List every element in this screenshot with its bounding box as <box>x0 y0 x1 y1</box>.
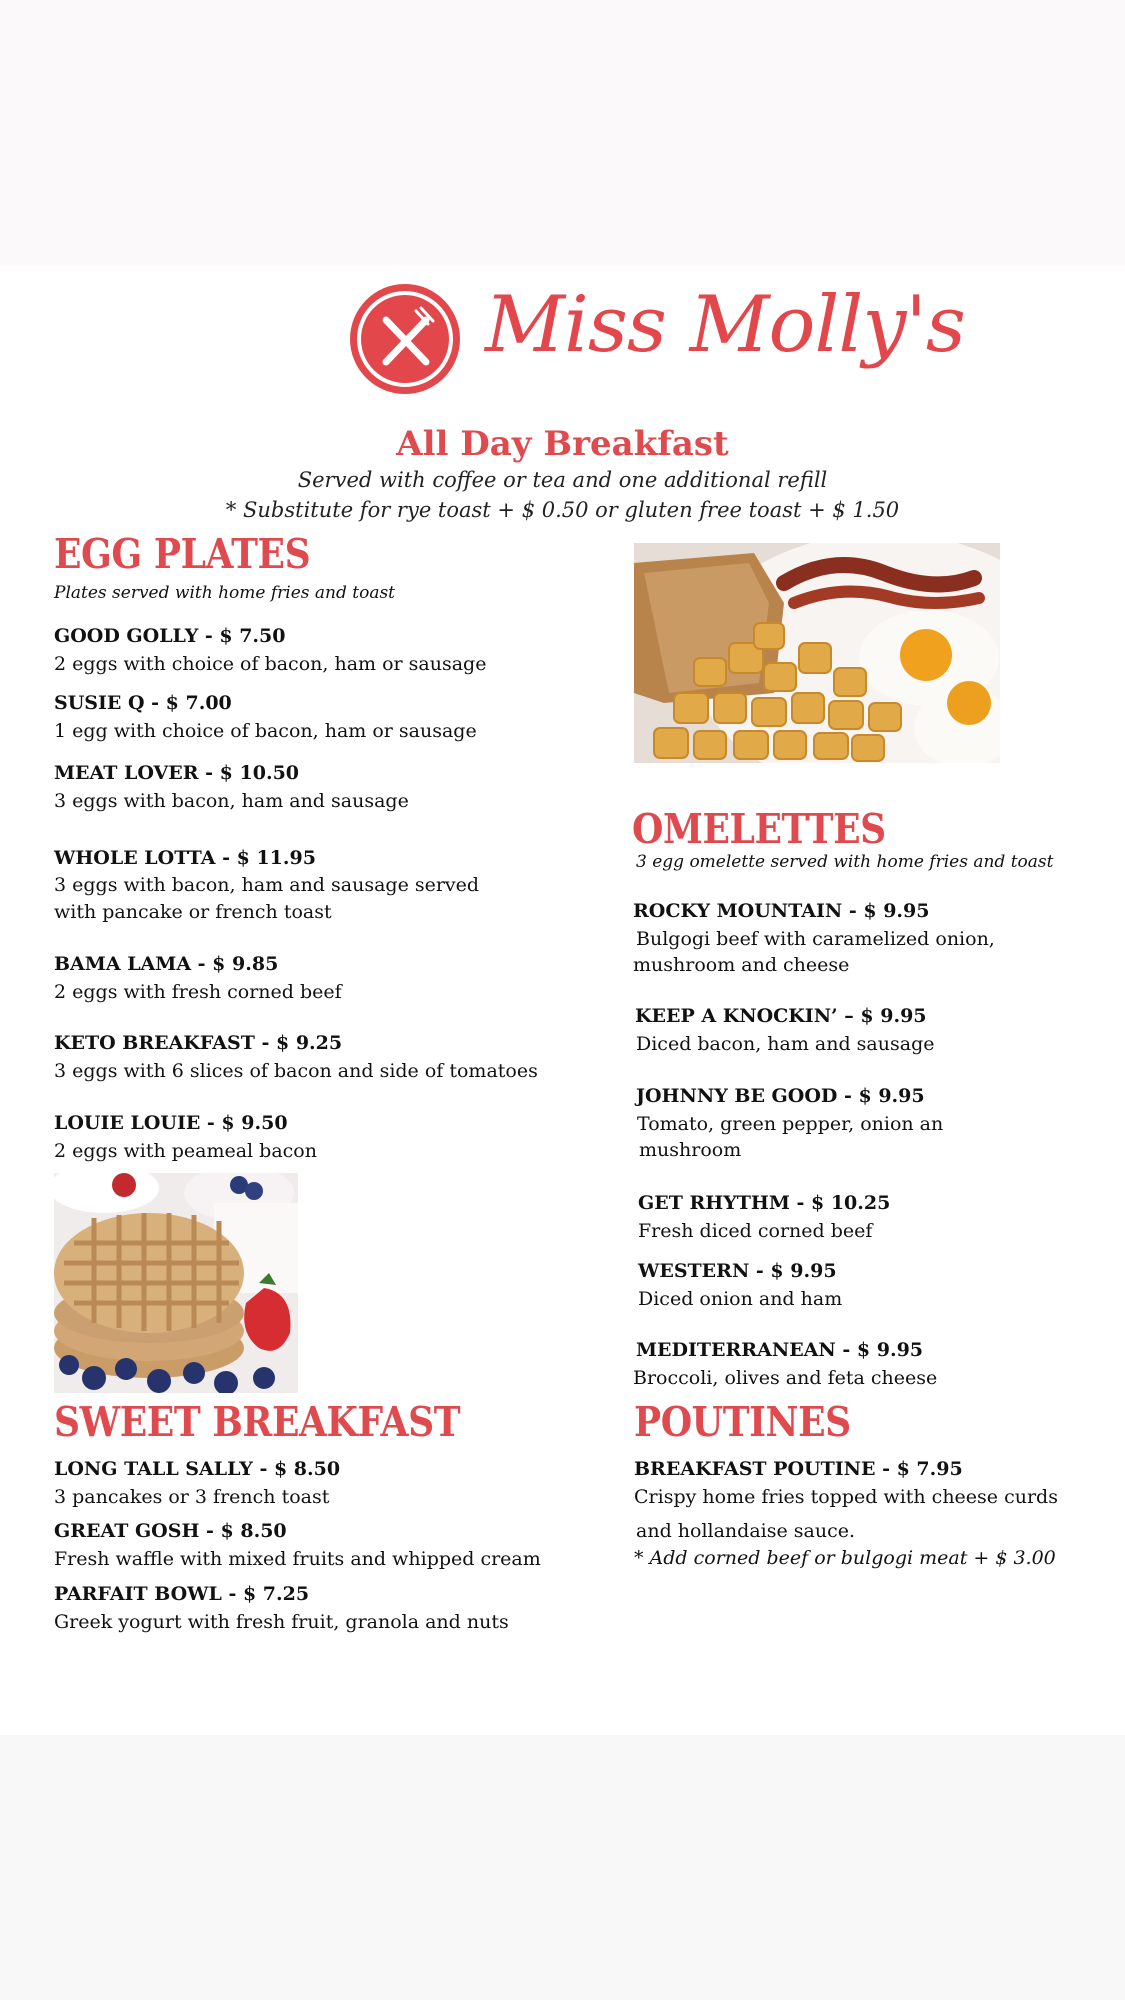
menu-item-desc: 3 eggs with 6 slices of bacon and side of tomatoes <box>54 1060 538 1082</box>
menu-item-desc: with pancake or french toast <box>54 901 332 923</box>
omelettes-heading: OMELETTES <box>632 805 886 853</box>
menu-item-name: WESTERN - $ 9.95 <box>638 1260 837 1282</box>
menu-item-name: BREAKFAST POUTINE - $ 7.95 <box>634 1458 963 1480</box>
menu-subtitle: Served with coffee or tea and one additional refill <box>297 468 828 492</box>
menu-item-name: WHOLE LOTTA - $ 11.95 <box>54 847 316 869</box>
menu-item-name: KETO BREAKFAST - $ 9.25 <box>54 1032 343 1054</box>
poutine-addon-note: * Add corned beef or bulgogi meat + $ 3.00 <box>634 1547 1056 1569</box>
sweet-breakfast-heading: SWEET BREAKFAST <box>54 1398 461 1446</box>
top-margin <box>0 0 1125 265</box>
omelettes-note: 3 egg omelette served with home fries and toast <box>636 852 1054 872</box>
menu-item-desc: 2 eggs with choice of bacon, ham or sausage <box>54 653 487 675</box>
menu-item-name: MEDITERRANEAN - $ 9.95 <box>636 1339 924 1361</box>
poutines-heading: POUTINES <box>634 1398 851 1446</box>
bottom-margin <box>0 1735 1125 2000</box>
menu-item-name: GET RHYTHM - $ 10.25 <box>638 1192 891 1214</box>
waffle-photo <box>54 1173 298 1393</box>
menu-item-name: SUSIE Q - $ 7.00 <box>54 692 232 714</box>
menu-item-desc: Diced onion and ham <box>638 1288 843 1310</box>
menu-item-desc: 3 eggs with bacon, ham and sausage <box>54 790 409 812</box>
egg-plates-note: Plates served with home fries and toast <box>54 583 396 603</box>
menu-item-desc: 2 eggs with peameal bacon <box>54 1140 317 1162</box>
breakfast-plate-photo <box>634 543 1000 763</box>
menu-item-desc: Greek yogurt with fresh fruit, granola and nuts <box>54 1611 509 1633</box>
menu-item-desc: 3 pancakes or 3 french toast <box>54 1486 330 1508</box>
menu-item-desc: 2 eggs with fresh corned beef <box>54 981 342 1003</box>
menu-item-desc: mushroom <box>639 1139 742 1161</box>
menu-title: All Day Breakfast <box>396 424 729 464</box>
menu-item-name: GREAT GOSH - $ 8.50 <box>54 1520 287 1542</box>
menu-item-desc: Broccoli, olives and feta cheese <box>633 1367 938 1389</box>
egg-plates-heading: EGG PLATES <box>54 530 311 578</box>
menu-item-desc: and hollandaise sauce. <box>636 1520 856 1542</box>
menu-item-desc: 1 egg with choice of bacon, ham or sausage <box>54 720 477 742</box>
menu-item-desc: Diced bacon, ham and sausage <box>636 1033 935 1055</box>
menu-item-desc: Crispy home fries topped with cheese curds <box>634 1486 1058 1508</box>
brand-logo-text: Miss Molly's <box>485 280 965 370</box>
menu-item-name: GOOD GOLLY - $ 7.50 <box>54 625 286 647</box>
menu-item-name: LOUIE LOUIE - $ 9.50 <box>54 1112 288 1134</box>
menu-item-name: PARFAIT BOWL - $ 7.25 <box>54 1583 310 1605</box>
menu-item-desc: Tomato, green pepper, onion an <box>637 1113 944 1135</box>
menu-item-name: ROCKY MOUNTAIN - $ 9.95 <box>633 900 930 922</box>
menu-item-name: MEAT LOVER - $ 10.50 <box>54 762 300 784</box>
fork-knife-logo-icon <box>350 284 460 394</box>
substitute-note: * Substitute for rye toast + $ 0.50 or gluten free toast + $ 1.50 <box>225 498 900 522</box>
menu-item-name: LONG TALL SALLY - $ 8.50 <box>54 1458 341 1480</box>
menu-item-desc: Fresh diced corned beef <box>638 1220 873 1242</box>
menu-item-desc: 3 eggs with bacon, ham and sausage served <box>54 874 480 896</box>
menu-item-name: KEEP A KNOCKIN’ – $ 9.95 <box>635 1005 927 1027</box>
menu-item-name: JOHNNY BE GOOD - $ 9.95 <box>636 1085 925 1107</box>
menu-item-name: BAMA LAMA - $ 9.85 <box>54 953 279 975</box>
menu-item-desc: mushroom and cheese <box>633 954 850 976</box>
menu-item-desc: Fresh waffle with mixed fruits and whipped cream <box>54 1548 541 1570</box>
menu-item-desc: Bulgogi beef with caramelized onion, <box>636 928 995 950</box>
